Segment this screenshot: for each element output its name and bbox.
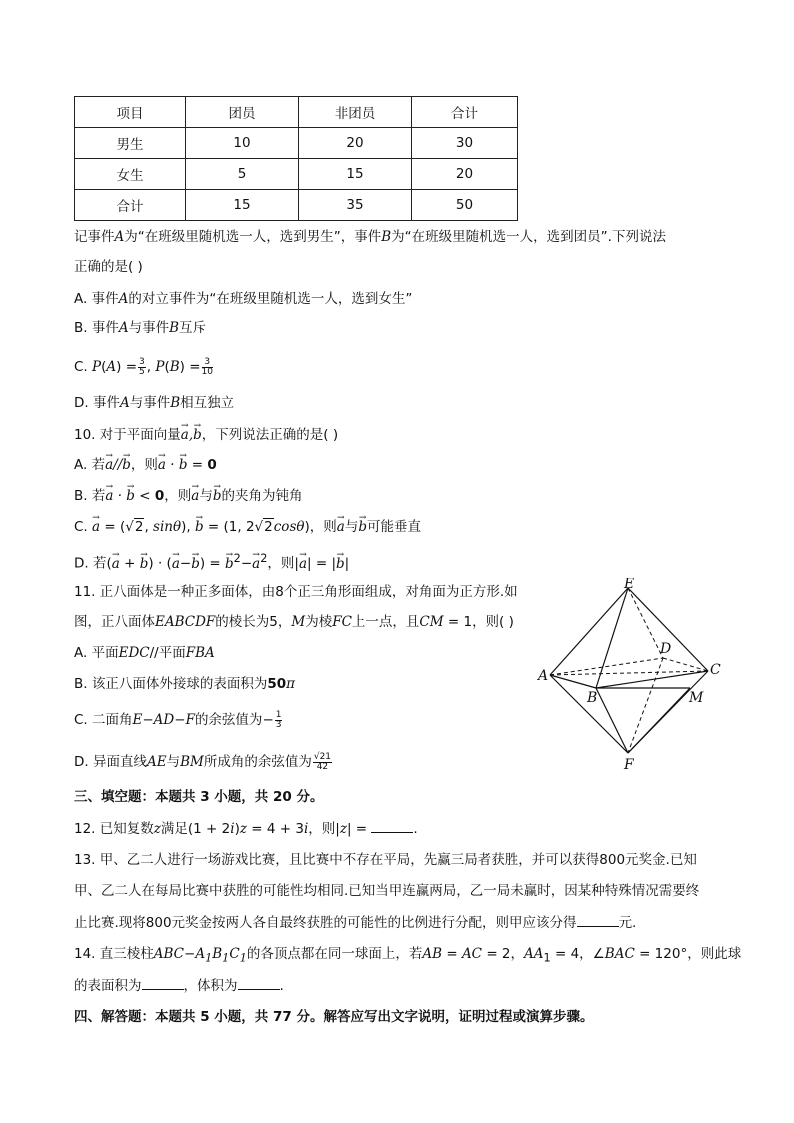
table-cell: 15 <box>299 159 412 190</box>
q10-stem: 10. 对于平面向量→ a,→ b，下列说法正确的是( ) <box>74 425 338 445</box>
q9-stem-line1: 记事件A为“在班级里随机选一人，选到男生”，事件B为“在班级里随机选一人，选到团员”.下列说法 <box>74 229 666 245</box>
q9-option-a: A. 事件A的对立事件为“在班级里随机选一人，选到女生” <box>74 291 413 307</box>
section3-heading: 三、填空题：本题共 3 小题，共 20 分。 <box>74 789 324 805</box>
table-row <box>75 190 518 221</box>
table-header-cell: 项目 <box>75 97 186 128</box>
table-header-row <box>75 97 518 128</box>
q9-option-c: C. P(A) = $\frac{3}{5}$ , P(B) = $\frac{3}{10}$ <box>74 356 213 377</box>
q10-option-d: D. 若(→ a + → b) · (→ a−→ b) = → $b^2-\to a^2$，则|→ a| = |→ b| <box>74 549 349 574</box>
q11-option-c: C. 二面角E−AD−F的余弦值为− $\frac{1}{3}$ <box>74 709 282 730</box>
table-header-cell: 非团员 <box>299 97 412 128</box>
answer-blank <box>142 975 184 990</box>
q10-option-c: C. → a = (√2, sinθ), → b = (1, 2√2cosθ)，则→ a与→ b可能垂直 <box>74 517 421 537</box>
membership-table <box>74 96 518 221</box>
q11-option-d: D. 异面直线AE与BM所成角的余弦值为 $\frac{√21}{42}$ <box>74 751 332 772</box>
table-header-cell: 合计 <box>412 97 518 128</box>
label-f: F <box>624 757 634 773</box>
q11-stem-line1: 11. 正八面体是一种正多面体，由8个正三角形面组成，对角面为正方形.如 <box>74 584 518 600</box>
q9-option-d: D. 事件A与事件B相互独立 <box>74 395 235 411</box>
label-e: E <box>624 578 635 592</box>
label-b: B <box>587 690 598 706</box>
q9-stem-line2: 正确的是( ) <box>74 259 143 275</box>
q14-line1: 14. 直三棱柱$ABC-A_1B_1C_1$的各顶点都在同一球面上，若AB = AC = 2，$AA_1 = 4$，∠BAC = 120°，则此球 <box>74 946 742 965</box>
q10-option-b: B. 若→ a · → b < 0，则→ a与→ b的夹角为钝角 <box>74 486 302 506</box>
label-c: C <box>710 662 721 678</box>
table-cell: 男生 <box>75 128 186 159</box>
table-cell: 女生 <box>75 159 186 190</box>
table-cell: 15 <box>186 190 299 221</box>
q13-line3: 止比赛.现将800元奖金按两人各自最终获胜的可能性的比例进行分配，则甲应该分得 元. <box>74 912 636 933</box>
answer-blank <box>238 975 280 990</box>
q11-option-b: B. 该正八面体外接球的表面积为50π <box>74 676 296 692</box>
answer-blank <box>577 912 619 927</box>
q10-option-a: A. 若→ a//→ b，则→ a · → b = 0 <box>74 455 217 475</box>
table-cell: 20 <box>299 128 412 159</box>
q11-option-a: A. 平面EDC//平面FBA <box>74 645 215 661</box>
q13-line2: 甲、乙二人在每局比赛中获胜的可能性均相同.已知当甲连赢两局，乙一局未赢时，因某种特殊情况需要终 <box>74 883 700 899</box>
q11-stem-line2: 图，正八面体EABCDF的棱长为5，M为棱FC上一点，且CM = 1，则( ) <box>74 614 514 630</box>
table-cell: 20 <box>412 159 518 190</box>
q13-line1: 13. 甲、乙二人进行一场游戏比赛，且比赛中不存在平局，先赢三局者获胜，并可以获得800元奖金.已知 <box>74 852 697 868</box>
label-a: A <box>538 668 549 684</box>
table-row <box>75 128 518 159</box>
q9-option-b: B. 事件A与事件B互斥 <box>74 320 207 336</box>
table-row <box>75 159 518 190</box>
table-cell: 30 <box>412 128 518 159</box>
table-cell: 5 <box>186 159 299 190</box>
octahedron-figure <box>530 578 730 773</box>
q14-line2: 的表面积为 ，体积为 . <box>74 975 284 996</box>
table-header-cell: 团员 <box>186 97 299 128</box>
q12: 12. 已知复数z满足(1 + 2i)z = 4 + 3i，则|z| = . <box>74 818 418 839</box>
table-cell: 10 <box>186 128 299 159</box>
answer-blank <box>371 818 413 833</box>
section4-heading: 四、解答题：本题共 5 小题，共 77 分。解答应写出文字说明，证明过程或演算步骤。 <box>74 1009 594 1025</box>
table-cell: 35 <box>299 190 412 221</box>
table-cell: 合计 <box>75 190 186 221</box>
label-d: D <box>660 641 672 657</box>
table-cell: 50 <box>412 190 518 221</box>
label-m: M <box>689 690 704 706</box>
